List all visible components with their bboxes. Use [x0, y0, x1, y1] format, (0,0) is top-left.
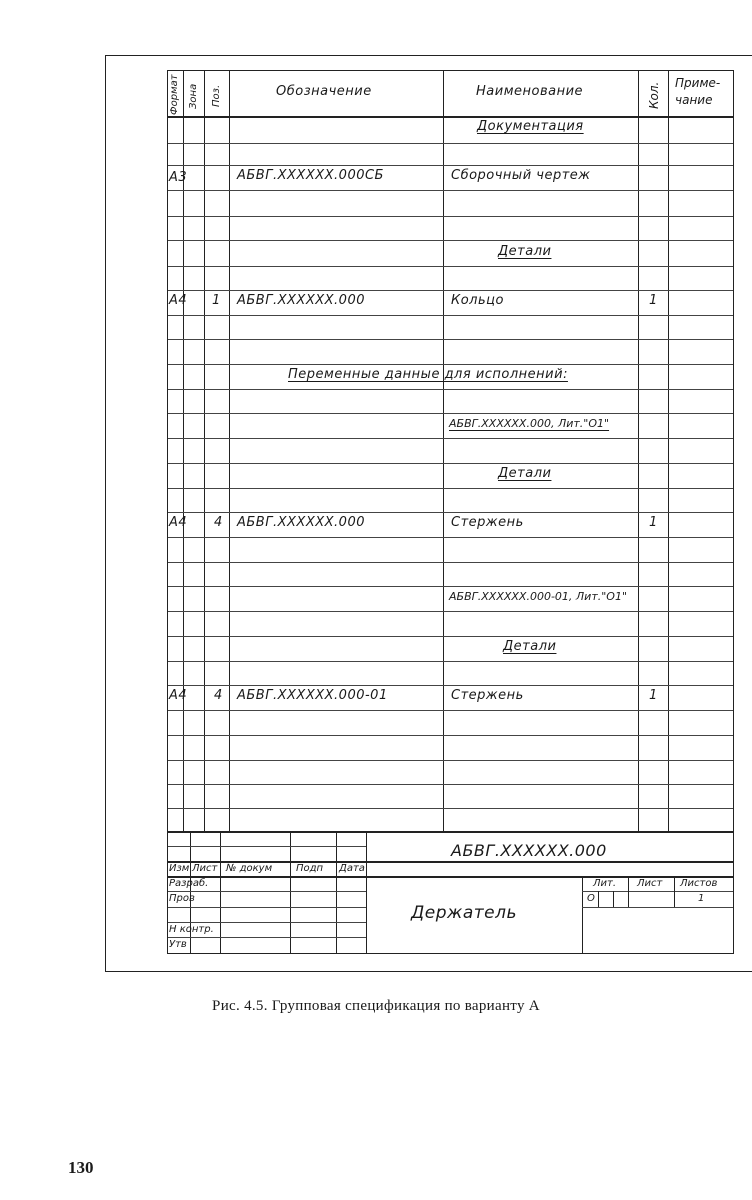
row-line: [168, 808, 733, 809]
row-line: [168, 586, 733, 587]
row-line: [168, 165, 733, 166]
tb-lit-value: О: [587, 893, 595, 904]
row-line: [168, 413, 733, 414]
header-qty: Кол.: [647, 81, 661, 109]
row3-qty: 1: [649, 515, 658, 530]
tb-sheets-value: 1: [698, 893, 705, 904]
tb-row-line: [168, 907, 366, 908]
row-line: [168, 760, 733, 761]
tb-lit-sub-line: [613, 891, 614, 907]
row1-designation: АБВГ.XXXXXX.000СБ: [237, 168, 384, 183]
row-line: [168, 266, 733, 267]
row-line: [168, 661, 733, 662]
tb-col-izm: Изм: [169, 863, 190, 874]
row-line: [168, 315, 733, 316]
row2-designation: АБВГ.XXXXXX.000: [237, 293, 365, 308]
row-line: [168, 636, 733, 637]
section-details-2: Детали: [498, 466, 552, 481]
row-line: [168, 512, 733, 513]
row-line: [168, 290, 733, 291]
row-line: [168, 339, 733, 340]
section-variable-data: Переменные данные для исполнений:: [288, 367, 568, 382]
header-note-line1: Приме-: [675, 76, 721, 90]
row-line: [168, 488, 733, 489]
row-line: [168, 364, 733, 365]
row2-format: А4: [169, 293, 188, 308]
section-details-3: Детали: [503, 639, 557, 654]
row4-format: А4: [169, 688, 188, 703]
tb-right-row-line: [582, 891, 733, 892]
row4-qty: 1: [649, 688, 658, 703]
tb-col-list: Лист: [192, 863, 218, 874]
tb-col-line: [366, 831, 367, 953]
row-line: [168, 463, 733, 464]
header-note-line2: чание: [675, 93, 713, 107]
row1-format: А3: [169, 170, 188, 185]
row-line: [168, 784, 733, 785]
row-line: [168, 611, 733, 612]
row4-designation: АБВГ.XXXXXX.000-01: [237, 688, 388, 703]
tb-lit-label: Лит.: [593, 878, 617, 889]
variant-2-label: АБВГ.XXXXXX.000-01, Лит."О1": [449, 590, 628, 603]
row3-name: Стержень: [451, 515, 524, 530]
row-line: [168, 216, 733, 217]
row2-pos: 1: [212, 293, 221, 308]
row3-designation: АБВГ.XXXXXX.000: [237, 515, 365, 530]
col-line-pos: [229, 71, 230, 831]
header-format: Формат: [169, 74, 180, 115]
row-line: [168, 240, 733, 241]
tb-col-date: Дата: [339, 863, 365, 874]
row-line: [168, 537, 733, 538]
tb-lit-line: [628, 876, 629, 907]
row-line: [168, 389, 733, 390]
row-line: [168, 190, 733, 191]
header-designation: Обозначение: [276, 84, 372, 99]
section-documentation: Документация: [477, 119, 584, 134]
header-name: Наименование: [476, 84, 584, 99]
tb-col-line: [336, 831, 337, 953]
tb-role-developed: Разраб.: [169, 878, 209, 889]
row2-name: Кольцо: [451, 293, 504, 308]
row4-pos: 4: [214, 688, 223, 703]
row-line: [168, 735, 733, 736]
tb-lit-sub-line: [598, 891, 599, 907]
tb-role-ncontrol: Н контр.: [169, 924, 214, 935]
variant-1-label: АБВГ.XXXXXX.000, Лит."О1": [449, 417, 610, 430]
tb-col-docnum: № докум: [226, 863, 273, 874]
col-line-designation: [443, 71, 444, 831]
tb-col-sign: Подп: [296, 863, 324, 874]
tb-row-line: [168, 891, 366, 892]
row3-pos: 4: [214, 515, 223, 530]
title-block-top-line: [168, 831, 733, 833]
product-name: Держатель: [411, 903, 518, 923]
specification-sheet: [167, 70, 734, 954]
header-pos: Поз.: [211, 84, 222, 107]
row-line: [168, 685, 733, 686]
header-bottom-line: [168, 116, 733, 118]
row-line: [168, 710, 733, 711]
doc-code: АБВГ.XXXXXX.000: [451, 841, 607, 860]
col-line-zone: [204, 71, 205, 831]
tb-col-line: [290, 831, 291, 953]
tb-col-line: [220, 831, 221, 953]
tb-sheets-label: Листов: [680, 878, 718, 889]
row4-name: Стержень: [451, 688, 524, 703]
row3-format: А4: [169, 515, 188, 530]
tb-role-approved: Утв: [169, 939, 187, 950]
col-line-format: [183, 71, 184, 831]
figure-caption: Рис. 4.5. Групповая спецификация по варианту А: [212, 998, 540, 1014]
tb-role-checked: Пров: [169, 893, 195, 904]
row2-qty: 1: [649, 293, 658, 308]
tb-sheet-line: [674, 876, 675, 907]
col-line-qty: [668, 71, 669, 831]
page-number: 130: [68, 1158, 94, 1177]
tb-row-line: [168, 922, 366, 923]
section-details-1: Детали: [498, 244, 552, 259]
header-zone: Зона: [188, 83, 199, 109]
row-line: [168, 438, 733, 439]
row1-name: Сборочный чертеж: [451, 168, 591, 183]
tb-row-line: [168, 846, 366, 847]
tb-sheet-label: Лист: [637, 878, 663, 889]
row-line: [168, 562, 733, 563]
col-line-name: [638, 71, 639, 831]
tb-right-line: [582, 876, 583, 953]
tb-row-line: [168, 937, 366, 938]
tb-right-row-line: [582, 907, 733, 908]
row-line: [168, 143, 733, 144]
